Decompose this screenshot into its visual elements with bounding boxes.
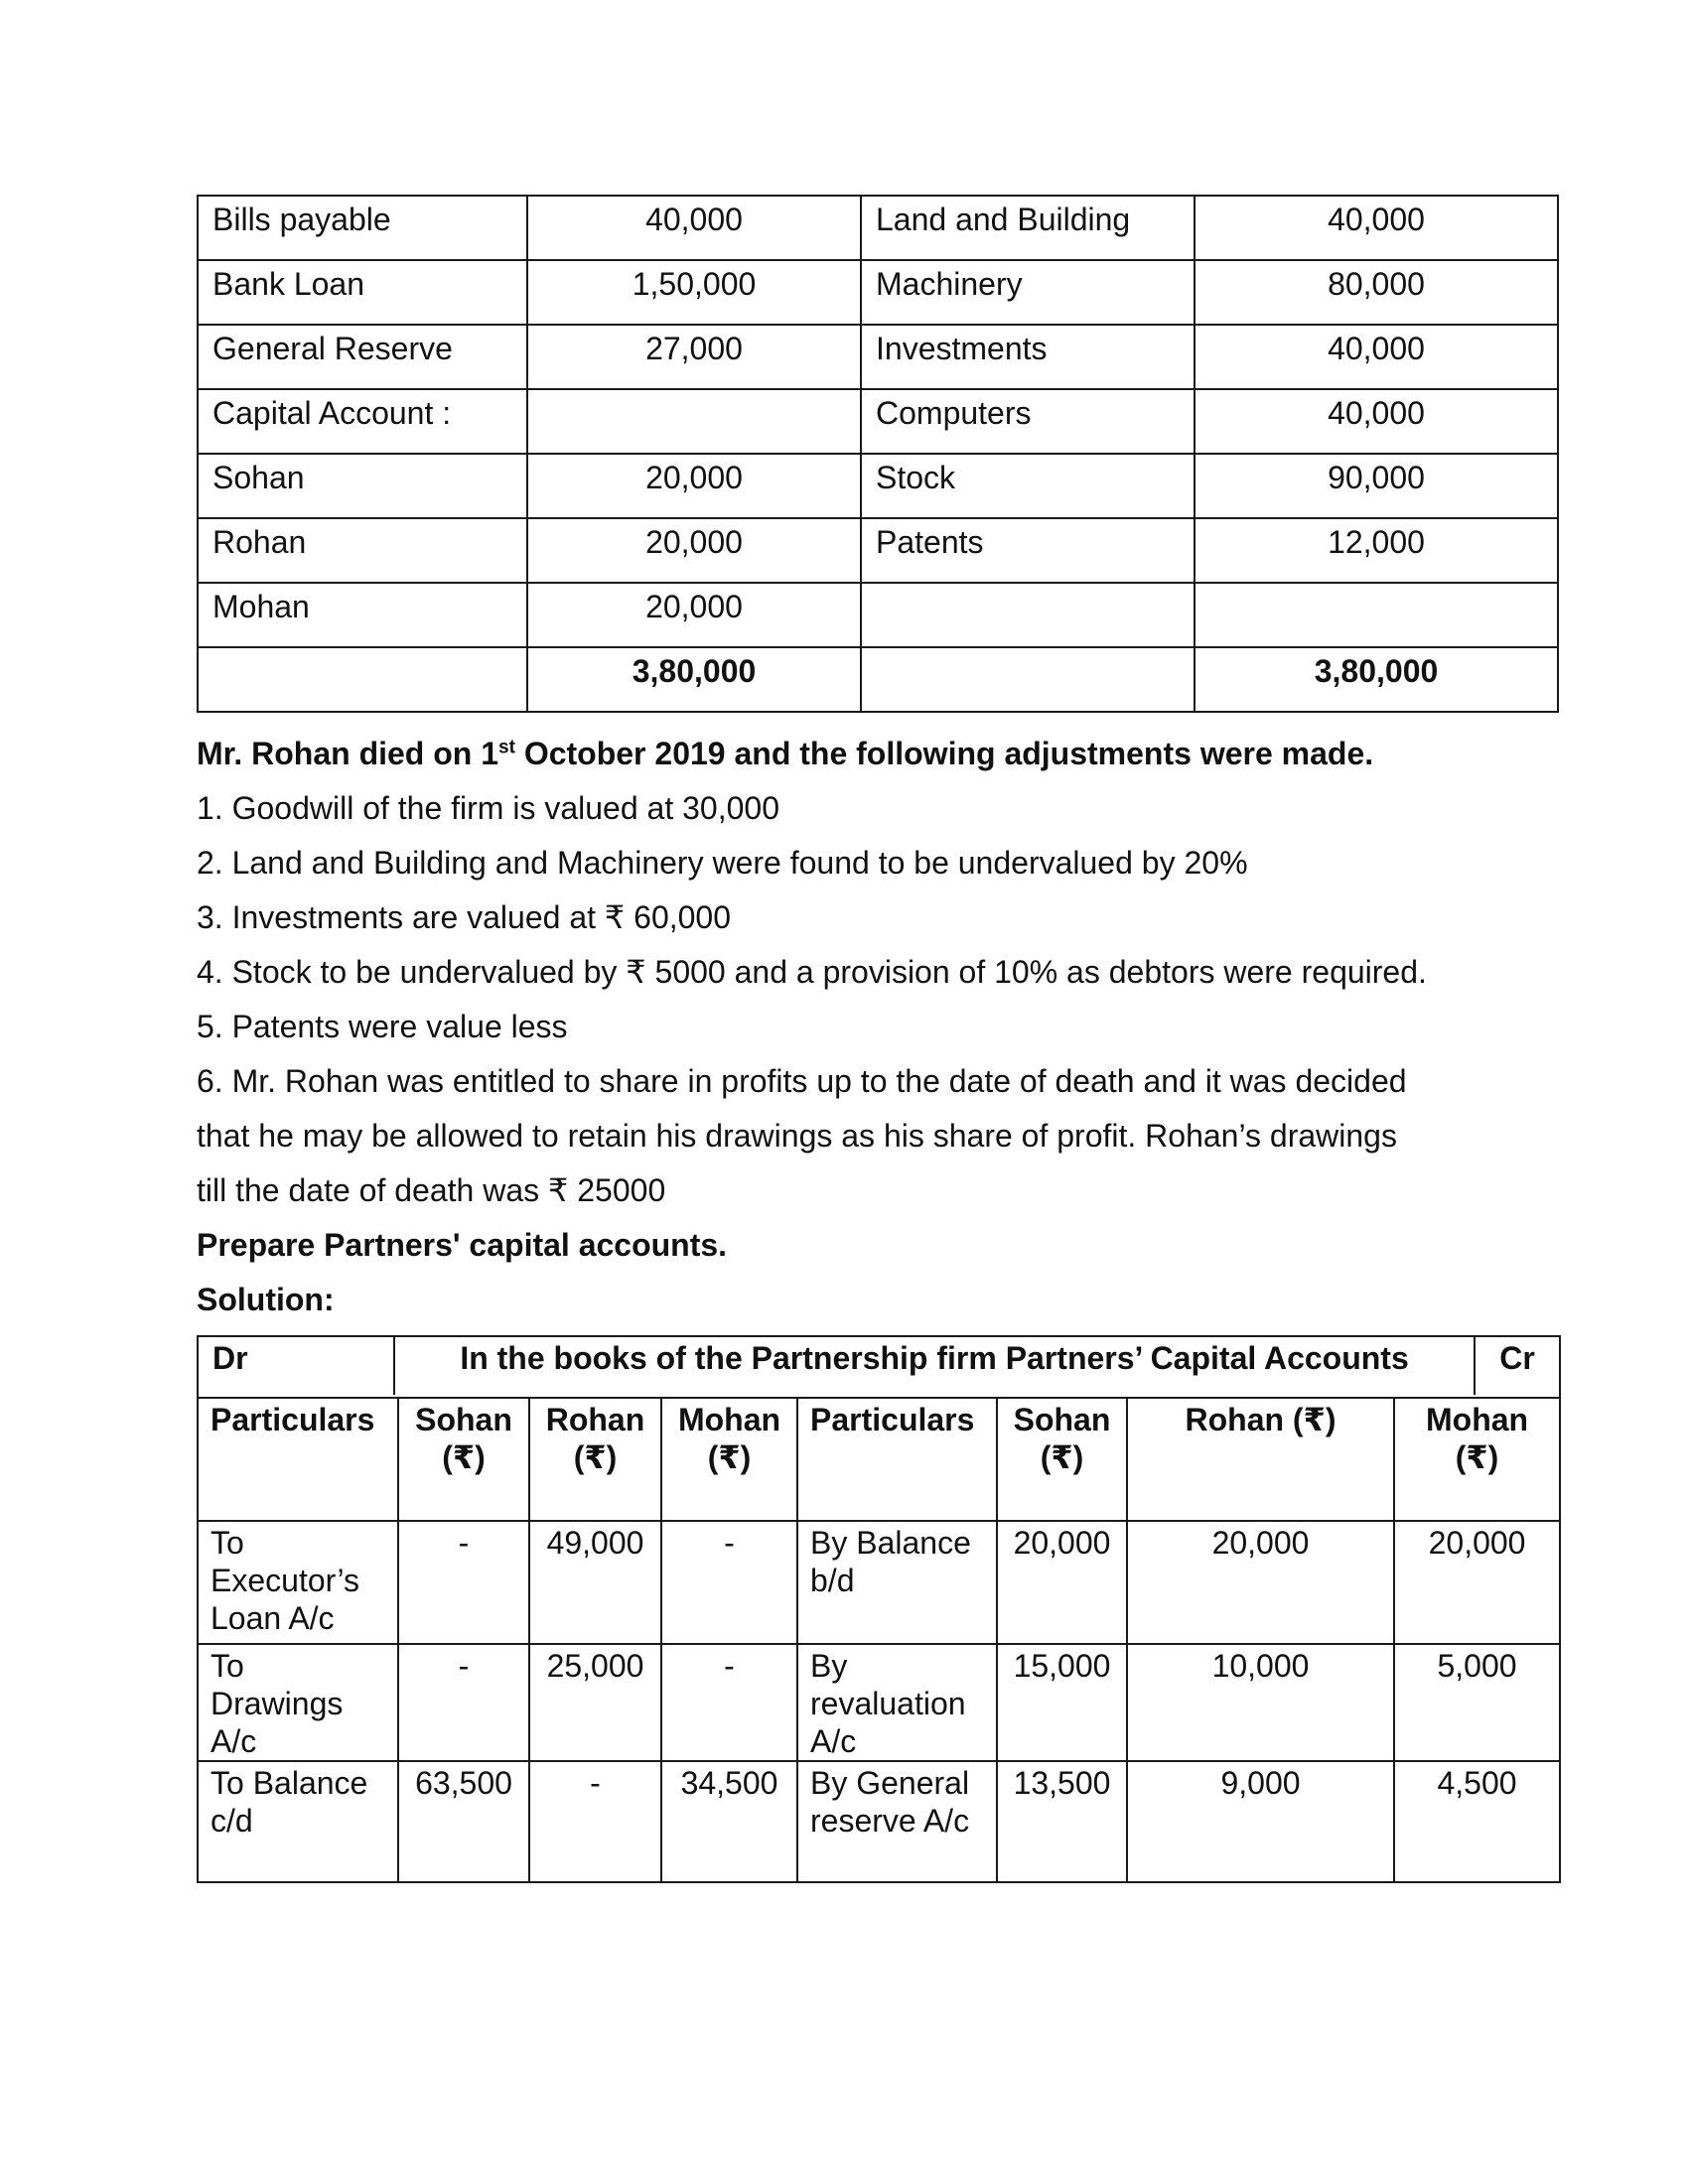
title-row (198, 1336, 1560, 1398)
liability-cell: General Reserve (198, 325, 527, 389)
asset-amount: 90,000 (1195, 454, 1558, 518)
adjustment-item: 4. Stock to be undervalued by ₹ 5000 and a provision of 10% as debtors were required. (197, 954, 1427, 990)
asset-cell: Investments (861, 325, 1195, 389)
amount-cell: - (398, 1644, 529, 1761)
adjustment-item: 6. Mr. Rohan was entitled to share in profits up to the date of death and it was decided (197, 1063, 1407, 1099)
particulars-cell: To Executor’s Loan A/c (198, 1521, 398, 1644)
amount-cell: 49,000 (529, 1521, 661, 1644)
amount-cell: 20,000 (997, 1521, 1127, 1644)
table-row (198, 454, 1558, 518)
column-header: Sohan (₹) (997, 1398, 1127, 1521)
particulars-cell: To Drawings A/c (198, 1644, 398, 1761)
liability-cell: Bills payable (198, 196, 527, 260)
liability-cell: Capital Account : (198, 389, 527, 454)
asset-amount: 40,000 (1195, 389, 1558, 454)
amount-cell: 9,000 (1127, 1761, 1394, 1882)
total-row (198, 647, 1558, 712)
amount-cell: 34,500 (661, 1761, 797, 1882)
table-row (198, 583, 1558, 647)
amount-cell: 4,500 (1394, 1761, 1560, 1882)
column-header: Rohan (₹) (529, 1398, 661, 1521)
column-header: Mohan (₹) (661, 1398, 797, 1521)
intro-superscript: st (498, 737, 515, 758)
liability-cell: Mohan (198, 583, 527, 647)
adjustment-item: 2. Land and Building and Machinery were found to be undervalued by 20% (197, 845, 1248, 881)
column-header: Rohan (₹) (1127, 1398, 1394, 1521)
title-cell (198, 1336, 1560, 1398)
asset-amount: 40,000 (1195, 325, 1558, 389)
table-row (198, 1521, 1560, 1644)
asset-cell: Stock (861, 454, 1195, 518)
table-row (198, 1644, 1560, 1761)
amount-cell: 20,000 (1127, 1521, 1394, 1644)
liability-amount (527, 389, 861, 454)
liability-cell: Rohan (198, 518, 527, 583)
title-bar (199, 1339, 1559, 1395)
balance-sheet-table (197, 195, 1559, 713)
amount-cell: 25,000 (529, 1644, 661, 1761)
column-header: Particulars (198, 1398, 398, 1521)
column-header: Sohan (₹) (398, 1398, 529, 1521)
question-intro (197, 727, 1559, 781)
adjustment-item: 3. Investments are valued at ₹ 60,000 (197, 899, 732, 935)
particulars-cell: By revaluation A/c (797, 1644, 997, 1761)
liability-cell: Sohan (198, 454, 527, 518)
assets-total: 3,80,000 (1195, 647, 1558, 712)
column-header: Mohan (₹) (1394, 1398, 1560, 1521)
asset-amount (1195, 583, 1558, 647)
adjustment-item: 1. Goodwill of the firm is valued at 30,000 (197, 790, 779, 826)
intro-text-rest: October 2019 and the following adjustments were made. (514, 736, 1374, 771)
column-header: Particulars (797, 1398, 997, 1521)
table-row (198, 325, 1558, 389)
particulars-cell: By Balance b/d (797, 1521, 997, 1644)
liability-amount: 27,000 (527, 325, 861, 389)
asset-cell: Land and Building (861, 196, 1195, 260)
account-title: In the books of the Partnership firm Partners’ Capital Accounts (393, 1337, 1476, 1395)
question-block (197, 727, 1559, 1327)
amount-cell: - (661, 1521, 797, 1644)
page (197, 195, 1559, 1883)
liability-amount: 1,50,000 (527, 260, 861, 325)
liability-amount: 20,000 (527, 518, 861, 583)
asset-cell: Computers (861, 389, 1195, 454)
liability-amount: 20,000 (527, 454, 861, 518)
solution-label: Solution: (197, 1282, 335, 1317)
amount-cell: - (529, 1761, 661, 1882)
table-row (198, 389, 1558, 454)
asset-amount: 12,000 (1195, 518, 1558, 583)
intro-text: Mr. Rohan died on 1 (197, 736, 499, 771)
cr-label: Cr (1499, 1340, 1535, 1376)
asset-amount: 40,000 (1195, 196, 1558, 260)
asset-cell: Machinery (861, 260, 1195, 325)
table-row (198, 260, 1558, 325)
adjustment-item: 5. Patents were value less (197, 1009, 568, 1044)
liabilities-total: 3,80,000 (527, 647, 861, 712)
liability-amount: 40,000 (527, 196, 861, 260)
header-row (198, 1398, 1560, 1521)
table-row (198, 518, 1558, 583)
particulars-cell: By General reserve A/c (797, 1761, 997, 1882)
amount-cell: - (398, 1521, 529, 1644)
particulars-cell: To Balance c/d (198, 1761, 398, 1882)
liability-amount: 20,000 (527, 583, 861, 647)
asset-amount: 80,000 (1195, 260, 1558, 325)
table-row (198, 1761, 1560, 1882)
empty-cell (198, 647, 527, 712)
asset-cell: Patents (861, 518, 1195, 583)
amount-cell: 13,500 (997, 1761, 1127, 1882)
instruction: Prepare Partners' capital accounts. (197, 1227, 728, 1263)
amount-cell: 10,000 (1127, 1644, 1394, 1761)
capital-account-table (197, 1335, 1561, 1883)
amount-cell: 20,000 (1394, 1521, 1560, 1644)
amount-cell: - (661, 1644, 797, 1761)
amount-cell: 63,500 (398, 1761, 529, 1882)
liability-cell: Bank Loan (198, 260, 527, 325)
table-row (198, 196, 1558, 260)
amount-cell: 15,000 (997, 1644, 1127, 1761)
dr-label: Dr (212, 1340, 248, 1376)
empty-cell (861, 647, 1195, 712)
adjustment-item: that he may be allowed to retain his drawings as his share of profit. Rohan’s drawings (197, 1118, 1397, 1154)
adjustment-item: till the date of death was ₹ 25000 (197, 1172, 666, 1208)
asset-cell (861, 583, 1195, 647)
amount-cell: 5,000 (1394, 1644, 1560, 1761)
